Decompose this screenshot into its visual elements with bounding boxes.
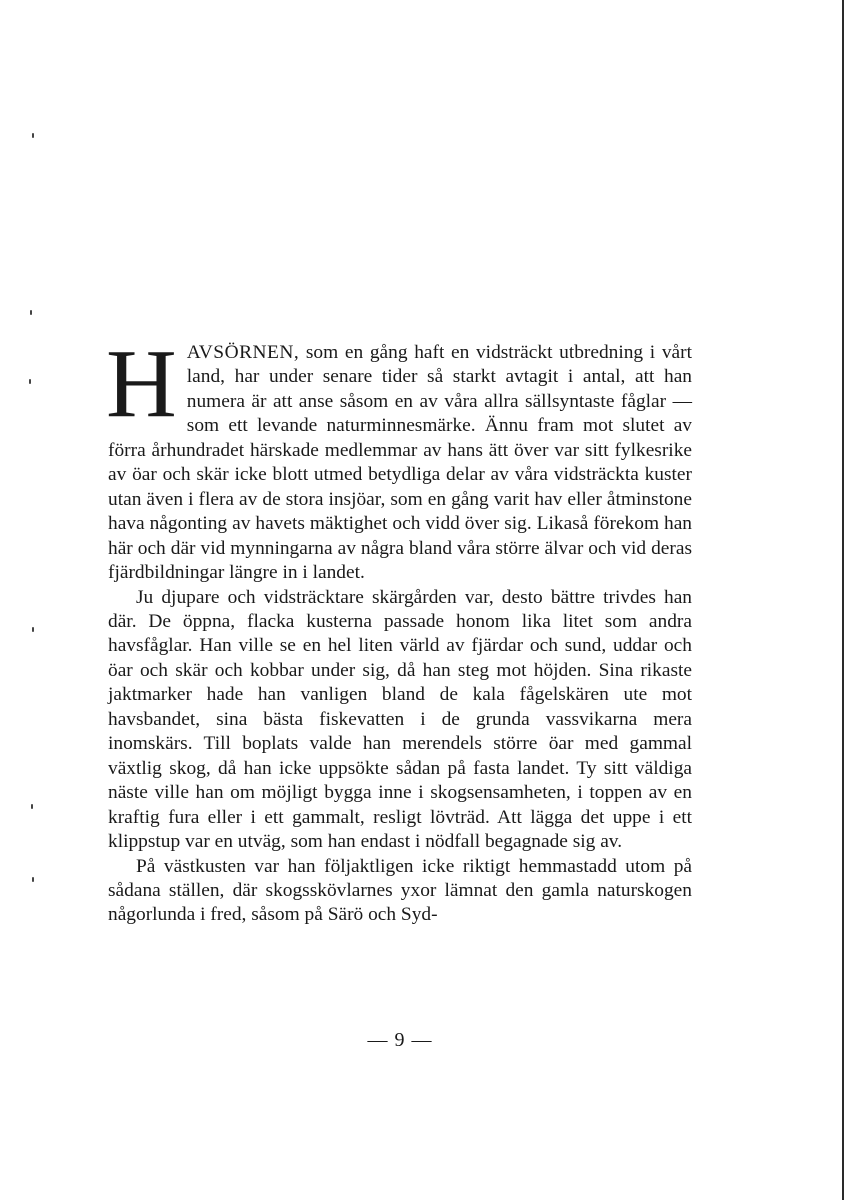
- opening-caps: AVSÖRNEN,: [186, 342, 300, 363]
- margin-speck: [30, 310, 32, 315]
- margin-speck: [31, 804, 33, 809]
- margin-speck: [29, 379, 31, 384]
- paragraph-2: Ju djupare och vidsträcktare skärgården var, desto bättre trivdes han där. De öppna, flacka kusterna passade honom lika litet som andra havsfåglar. Han ville se en hel liten värld av fjärdar och sund, uddar och öar och skär och kobbar under sig, då han steg mot höjden. Sina rikaste jaktmarker hade han vanligen bland de kala fågelskären ute mot havsbandet, sina bästa fiskevatten i de grunda vassvikarna mera inomskärs. Till boplats valde han merendels större öar med gammal växtlig skog, då han icke uppsökte sådan på fasta landet. Ty sitt väldiga näste ville han om möjligt bygga inne i skogsensamheten, i toppen av en kraftig fura eller i ett gammalt, resligt lövträd. Att lägga det uppe i ett klippstup var en utväg, som han endast i nödfall begagnade sig av.: [108, 586, 692, 853]
- paragraph-1: [106, 330, 692, 586]
- paragraph-1-text: som en gång haft en vidsträckt utbredning i vårt land, har under senare tider så starkt avtagit i antal, att han numera är att anse såsom en av våra allra sällsyntaste fåglar — som ett levande naturminnesmärke. Ännu fram mot slutet av förra århundradet härskade medlemmar av hans ätt över var sitt fylkesrike av öar och skär icke blott utmed betydliga delar av våra vidsträckta kuster utan även i flera av de stora insjöar, som en gång varit hav eller åtminstone hava någonting av havets mäktighet och vidd över sig. Likaså förekom han här och där vid mynningarna av några bland våra större älvar och vid deras fjärdbildningar längre in i landet.: [108, 342, 692, 584]
- drop-cap: H: [106, 330, 177, 438]
- margin-speck: [32, 627, 34, 632]
- margin-speck: [32, 877, 34, 882]
- page-edge-shadow: [842, 0, 844, 1200]
- margin-speck: [32, 133, 34, 138]
- body-text: [106, 330, 692, 928]
- page-number: — 9 —: [367, 1029, 433, 1051]
- paragraph-3: På västkusten var han följaktligen icke riktigt hemmastadd utom på sådana ställen, där skogsskövlarnes yxor lämnat den gamla naturskogen någorlunda i fred, såsom på Särö och Syd-: [108, 855, 692, 926]
